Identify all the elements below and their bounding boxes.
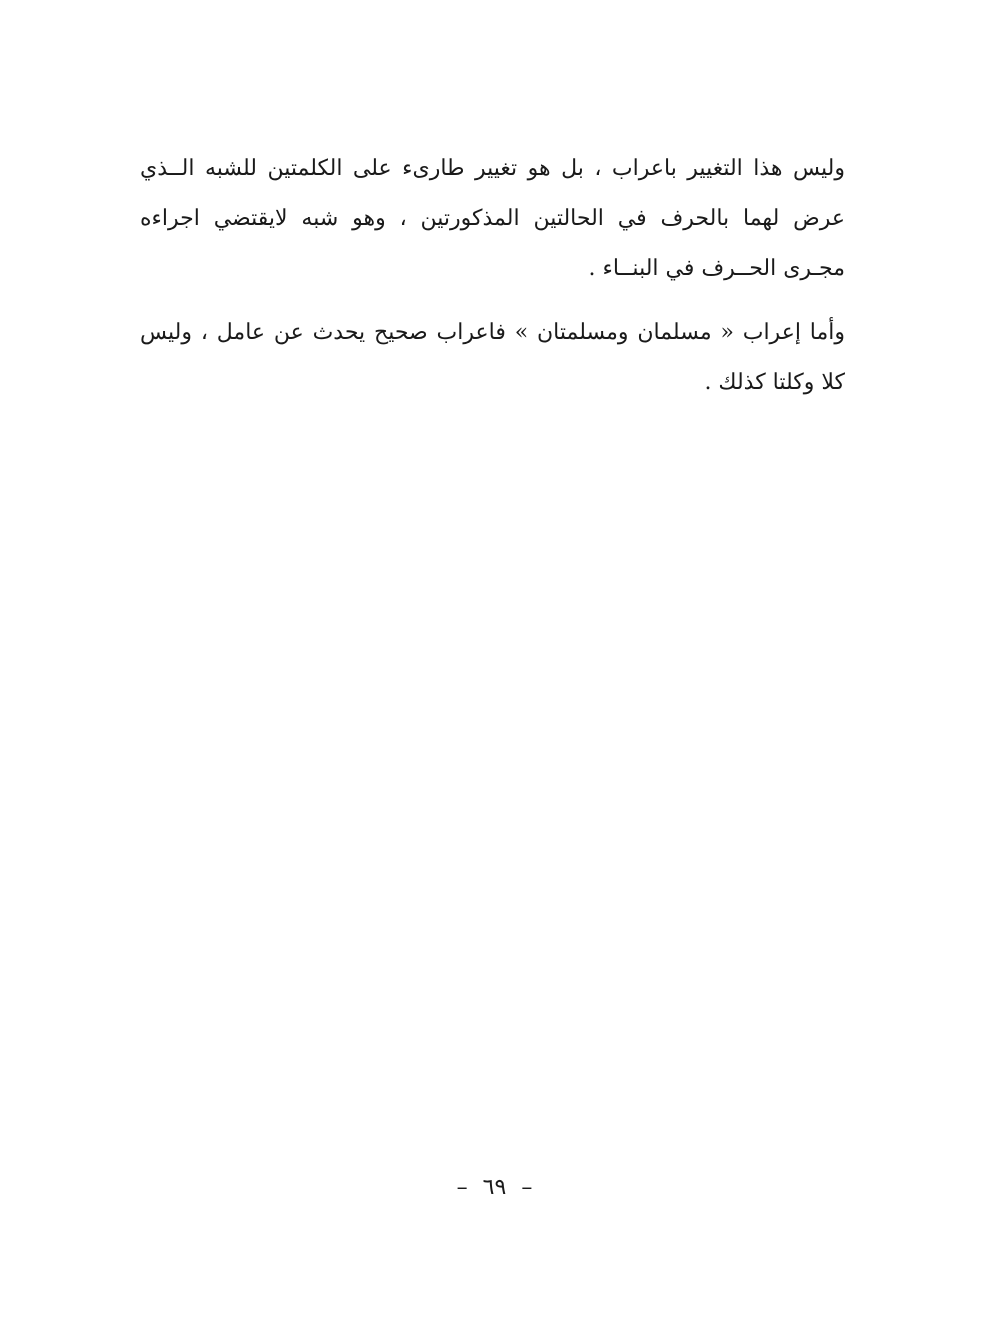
page-number-dash-left: – xyxy=(521,1175,533,1200)
paragraph-2: وأما إعراب « مسلمان ومسلمتان » فاعراب صحيح يحدث عن عامل ، وليس كلا وكلتا كذلك . xyxy=(140,320,845,395)
page-number-footer xyxy=(0,1168,989,1208)
page-number: ٦٩ xyxy=(482,1175,507,1200)
page-number-dash-right: – xyxy=(456,1175,468,1200)
paragraph-1: وليس هذا التغيير باعراب ، بل هو تغيير طارىء على الكلمتين للشبه الــذي عرض لهما بالحرف في الحالتين المذكورتين ، وهو شبه لايقتضي اجراءه مجـرى الحــرف في البنــاء . xyxy=(140,156,845,281)
